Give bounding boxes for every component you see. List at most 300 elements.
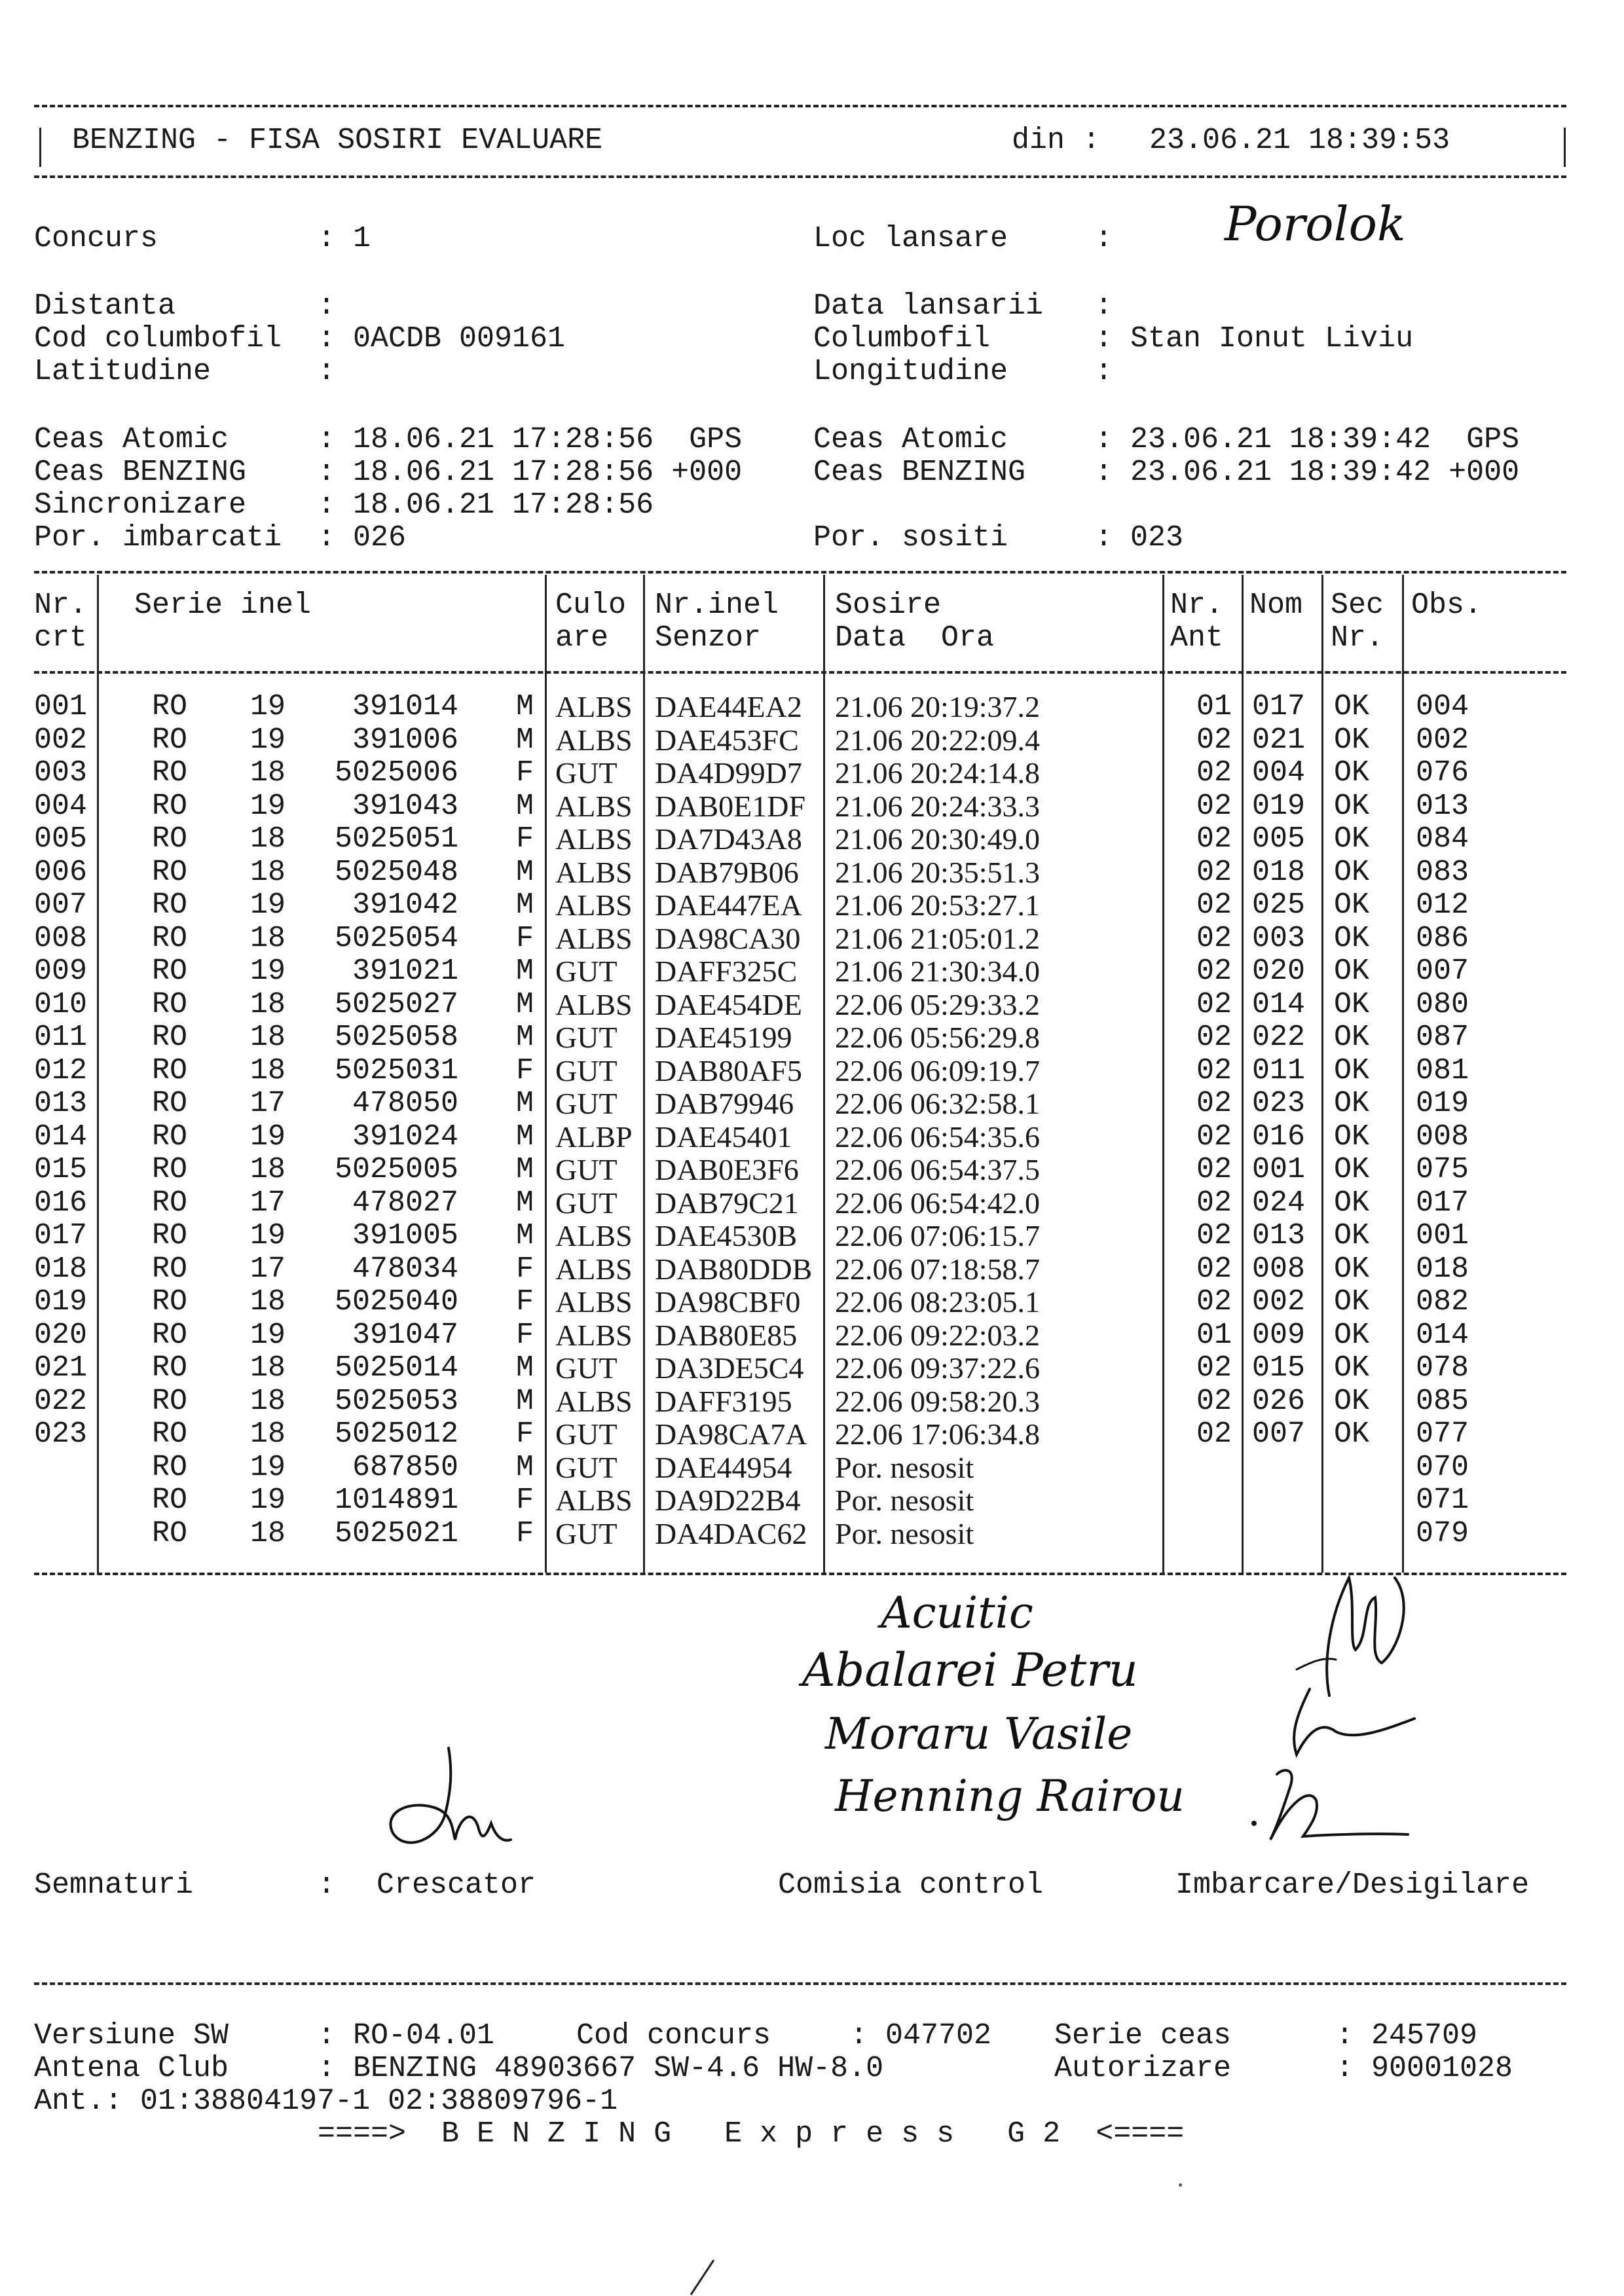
cell-nom: 024 bbox=[1252, 1186, 1306, 1220]
cell-nr-crt: 008 bbox=[34, 921, 88, 955]
cell-nom: 009 bbox=[1252, 1318, 1306, 1352]
footer-serie-ceas-label: Serie ceas bbox=[1054, 2019, 1232, 2052]
cell-color: ALBS bbox=[555, 789, 633, 823]
cell-sensor: DAB0E1DF bbox=[655, 789, 806, 823]
cell-nom: 025 bbox=[1252, 888, 1306, 922]
cell-nom: 005 bbox=[1252, 822, 1306, 856]
label-por-imbarcati: Por. imbarcati bbox=[34, 521, 282, 555]
label-por-sositi: Por. sositi bbox=[813, 521, 1008, 555]
cell-year: 19 bbox=[250, 723, 286, 757]
cell-nr-crt: 004 bbox=[34, 789, 88, 823]
cell-ring: 5025027 bbox=[334, 987, 458, 1021]
cell-color: ALBS bbox=[555, 690, 633, 723]
cell-antenna: 02 bbox=[1196, 1087, 1232, 1120]
cell-sec: OK bbox=[1334, 888, 1370, 922]
cell-nom: 007 bbox=[1252, 1417, 1306, 1451]
report-date-label: din : bbox=[1012, 124, 1101, 157]
footer-cod-value: : 047702 bbox=[850, 2019, 992, 2052]
cell-year: 18 bbox=[250, 921, 286, 955]
cell-nr-crt: 023 bbox=[34, 1417, 88, 1451]
cell-country: RO bbox=[152, 1384, 188, 1418]
cell-obs: 004 bbox=[1416, 690, 1469, 723]
cell-country: RO bbox=[152, 1219, 188, 1252]
value-longitudine: : bbox=[1095, 355, 1113, 388]
cell-sec: OK bbox=[1334, 955, 1370, 988]
cell-antenna: 02 bbox=[1196, 1186, 1232, 1220]
cell-sex: F bbox=[515, 1053, 534, 1087]
cell-year: 19 bbox=[250, 1484, 286, 1517]
cell-color: ALBS bbox=[555, 1318, 633, 1352]
cell-nr-crt: 002 bbox=[34, 723, 88, 757]
cell-sec: OK bbox=[1334, 1351, 1370, 1385]
cell-sec: OK bbox=[1334, 1318, 1370, 1352]
cell-antenna: 02 bbox=[1196, 756, 1232, 790]
cell-nom: 017 bbox=[1252, 690, 1306, 723]
cell-sec: OK bbox=[1334, 756, 1370, 790]
cell-year: 18 bbox=[250, 1351, 286, 1385]
cell-obs: 012 bbox=[1416, 888, 1469, 922]
cell-sensor: DAE453FC bbox=[655, 723, 799, 757]
cell-nr-crt: 010 bbox=[34, 987, 88, 1021]
cell-sec: OK bbox=[1334, 1021, 1370, 1054]
cell-nr-crt: 005 bbox=[34, 822, 88, 856]
value-concurs: : 1 bbox=[318, 222, 371, 255]
cell-arrival: 22.06 09:22:03.2 bbox=[835, 1318, 1041, 1352]
cell-arrival: Por. nesosit bbox=[835, 1450, 974, 1484]
cell-nr-crt: 014 bbox=[34, 1120, 88, 1154]
signature-imbarcare-label: Imbarcare/Desigilare bbox=[1175, 1868, 1530, 1902]
value-ceas-atomic-end: : 23.06.21 18:39:42 GPS bbox=[1095, 423, 1520, 456]
cell-year: 18 bbox=[250, 1021, 286, 1054]
label-data-lansarii: Data lansarii bbox=[813, 289, 1044, 323]
cell-nom: 002 bbox=[1252, 1285, 1306, 1319]
cell-year: 17 bbox=[250, 1252, 286, 1286]
cell-obs: 078 bbox=[1416, 1351, 1469, 1385]
cell-arrival: 22.06 05:29:33.2 bbox=[835, 987, 1041, 1021]
cell-color: GUT bbox=[555, 1516, 618, 1550]
cell-ring: 5025058 bbox=[334, 1021, 458, 1054]
report-title: BENZING - FISA SOSIRI EVALUARE bbox=[72, 124, 603, 157]
cell-country: RO bbox=[152, 1516, 188, 1550]
cell-antenna: 02 bbox=[1196, 987, 1232, 1021]
footer-versiune-label: Versiune SW bbox=[34, 2019, 229, 2052]
cell-ring: 5025031 bbox=[334, 1053, 458, 1087]
cell-antenna: 02 bbox=[1196, 1384, 1232, 1418]
cell-sex: M bbox=[515, 987, 534, 1021]
cell-country: RO bbox=[152, 1417, 188, 1451]
cell-obs: 008 bbox=[1416, 1120, 1469, 1154]
cell-arrival: 21.06 20:24:33.3 bbox=[835, 789, 1041, 823]
cell-color: ALBS bbox=[555, 1285, 633, 1319]
cell-nr-crt: 022 bbox=[34, 1384, 88, 1418]
cell-sec: OK bbox=[1334, 1219, 1370, 1252]
label-cod-columbofil: Cod columbofil bbox=[34, 322, 282, 355]
cell-sensor: DAFF3195 bbox=[655, 1384, 792, 1418]
cell-nom: 026 bbox=[1252, 1384, 1306, 1418]
cell-obs: 076 bbox=[1416, 756, 1469, 790]
footer-ant-line: Ant.: 01:38804197-1 02:38809796-1 bbox=[34, 2085, 618, 2118]
column-separator bbox=[545, 575, 547, 1573]
cell-nr-crt: 003 bbox=[34, 756, 88, 790]
cell-arrival: 21.06 20:30:49.0 bbox=[835, 822, 1041, 856]
cell-arrival: 21.06 20:53:27.1 bbox=[835, 888, 1041, 922]
cell-arrival: 22.06 06:09:19.7 bbox=[835, 1053, 1041, 1087]
cell-sex: M bbox=[515, 723, 534, 757]
cell-sex: F bbox=[515, 1516, 534, 1550]
label-ceas-atomic-start: Ceas Atomic bbox=[34, 423, 229, 456]
value-por-imbarcati: : 026 bbox=[318, 521, 407, 555]
cell-ring: 478050 bbox=[352, 1087, 458, 1120]
cell-nr-crt: 011 bbox=[34, 1021, 88, 1054]
cell-sex: F bbox=[515, 1252, 534, 1286]
cell-arrival: 22.06 07:18:58.7 bbox=[835, 1252, 1041, 1286]
cell-nom: 020 bbox=[1252, 955, 1306, 988]
cell-antenna: 01 bbox=[1196, 1318, 1232, 1352]
cell-antenna: 02 bbox=[1196, 1285, 1232, 1319]
cell-antenna: 02 bbox=[1196, 1252, 1232, 1286]
footer-separator bbox=[34, 1982, 1566, 1985]
label-latitudine: Latitudine bbox=[34, 355, 212, 388]
label-columbofil: Columbofil bbox=[813, 322, 991, 355]
cell-ring: 478027 bbox=[352, 1186, 458, 1220]
table-header-border bbox=[34, 671, 1566, 674]
cell-sec: OK bbox=[1334, 1252, 1370, 1286]
cell-country: RO bbox=[152, 822, 188, 856]
scan-mark-dot bbox=[1179, 2183, 1182, 2187]
cell-ring: 391005 bbox=[352, 1219, 458, 1252]
cell-year: 18 bbox=[250, 822, 286, 856]
cell-sec: OK bbox=[1334, 921, 1370, 955]
cell-color: GUT bbox=[555, 1351, 618, 1385]
cell-sensor: DAE4530B bbox=[655, 1219, 798, 1252]
column-separator bbox=[643, 575, 645, 1573]
cell-year: 18 bbox=[250, 987, 286, 1021]
cell-nom: 022 bbox=[1252, 1021, 1306, 1054]
signatures-label: Semnaturi bbox=[34, 1868, 194, 1902]
cell-year: 19 bbox=[250, 789, 286, 823]
cell-color: ALBS bbox=[555, 723, 633, 757]
cell-sex: F bbox=[515, 1484, 534, 1517]
cell-sec: OK bbox=[1334, 987, 1370, 1021]
cell-nom: 011 bbox=[1252, 1053, 1306, 1087]
cell-color: ALBS bbox=[555, 855, 633, 889]
footer-autorizare-label: Autorizare bbox=[1054, 2052, 1232, 2085]
cell-country: RO bbox=[152, 1186, 188, 1220]
cell-sex: M bbox=[515, 1087, 534, 1120]
cell-country: RO bbox=[152, 1053, 188, 1087]
cell-sensor: DAE44954 bbox=[655, 1450, 792, 1484]
label-ceas-benzing-start: Ceas BENZING bbox=[34, 456, 247, 489]
cell-sex: M bbox=[515, 1450, 534, 1484]
footer-autorizare-value: : 90001028 bbox=[1336, 2052, 1513, 2085]
cell-year: 18 bbox=[250, 1417, 286, 1451]
cell-country: RO bbox=[152, 723, 188, 757]
value-sincronizare: : 18.06.21 17:28:56 bbox=[318, 488, 654, 522]
cell-nr-crt: 021 bbox=[34, 1351, 88, 1385]
cell-sec: OK bbox=[1334, 1153, 1370, 1186]
cell-sensor: DA3DE5C4 bbox=[655, 1351, 804, 1385]
cell-obs: 081 bbox=[1416, 1053, 1469, 1087]
cell-ring: 391042 bbox=[352, 888, 458, 922]
cell-arrival: 21.06 21:30:34.0 bbox=[835, 955, 1041, 988]
cell-antenna: 02 bbox=[1196, 955, 1232, 988]
cell-obs: 085 bbox=[1416, 1384, 1469, 1418]
cell-sensor: DAE45401 bbox=[655, 1120, 792, 1154]
cell-arrival: 22.06 06:54:42.0 bbox=[835, 1186, 1041, 1220]
cell-obs: 019 bbox=[1416, 1087, 1469, 1120]
cell-sensor: DAB79946 bbox=[655, 1087, 794, 1120]
signature-comisia-label: Comisia control bbox=[778, 1868, 1044, 1902]
cell-sensor: DAFF325C bbox=[655, 955, 798, 988]
label-longitudine: Longitudine bbox=[813, 355, 1008, 388]
cell-arrival: 21.06 20:35:51.3 bbox=[835, 855, 1041, 889]
cell-country: RO bbox=[152, 1351, 188, 1385]
cell-nr-crt: 009 bbox=[34, 955, 88, 988]
footer-versiune-value: : RO-04.01 bbox=[318, 2019, 495, 2052]
footer-cod-label: Cod concurs bbox=[576, 2019, 771, 2052]
cell-sec: OK bbox=[1334, 1186, 1370, 1220]
header-sosire: Sosire Data Ora bbox=[835, 589, 995, 655]
cell-arrival: 22.06 07:06:15.7 bbox=[835, 1219, 1041, 1252]
cell-nom: 001 bbox=[1252, 1153, 1306, 1186]
cell-country: RO bbox=[152, 1285, 188, 1319]
cell-nr-crt: 017 bbox=[34, 1219, 88, 1252]
cell-arrival: 22.06 06:54:37.5 bbox=[835, 1153, 1041, 1186]
cell-sex: M bbox=[515, 1120, 534, 1154]
label-loc-lansare: Loc lansare bbox=[813, 222, 1008, 255]
cell-sec: OK bbox=[1334, 690, 1370, 723]
cell-country: RO bbox=[152, 855, 188, 889]
cell-sec: OK bbox=[1334, 1285, 1370, 1319]
cell-obs: 079 bbox=[1416, 1516, 1469, 1550]
cell-obs: 007 bbox=[1416, 955, 1469, 988]
cell-year: 18 bbox=[250, 1384, 286, 1418]
cell-nr-crt: 001 bbox=[34, 690, 88, 723]
header-nr-crt: Nr. crt bbox=[34, 589, 88, 655]
cell-ring: 1014891 bbox=[334, 1484, 458, 1517]
cell-arrival: 22.06 06:54:35.6 bbox=[835, 1120, 1041, 1154]
footer-antena-label: Antena Club bbox=[34, 2052, 229, 2085]
cell-sex: F bbox=[515, 1417, 534, 1451]
cell-sensor: DAB79C21 bbox=[655, 1186, 799, 1220]
cell-sec: OK bbox=[1334, 1120, 1370, 1154]
cell-sensor: DAB80E85 bbox=[655, 1318, 798, 1352]
cell-country: RO bbox=[152, 888, 188, 922]
cell-obs: 086 bbox=[1416, 921, 1469, 955]
value-cod-columbofil: : 0ACDB 009161 bbox=[318, 322, 566, 355]
handwritten-name-4: Henning Rairou bbox=[835, 1771, 1185, 1821]
cell-sensor: DA9D22B4 bbox=[655, 1484, 801, 1517]
cell-sex: M bbox=[515, 1384, 534, 1418]
cell-arrival: Por. nesosit bbox=[835, 1516, 974, 1550]
cell-year: 17 bbox=[250, 1186, 286, 1220]
value-ceas-benzing-end: : 23.06.21 18:39:42 +000 bbox=[1095, 456, 1520, 489]
cell-sec: OK bbox=[1334, 822, 1370, 856]
cell-ring: 5025053 bbox=[334, 1384, 458, 1418]
cell-sex: M bbox=[515, 888, 534, 922]
cell-sex: M bbox=[515, 1186, 534, 1220]
column-separator bbox=[97, 575, 99, 1573]
cell-year: 18 bbox=[250, 756, 286, 790]
cell-ring: 5025040 bbox=[334, 1285, 458, 1319]
cell-color: GUT bbox=[555, 1186, 618, 1220]
cell-antenna: 02 bbox=[1196, 855, 1232, 889]
value-data-lansarii: : bbox=[1095, 289, 1113, 323]
cell-sex: F bbox=[515, 756, 534, 790]
cell-antenna: 02 bbox=[1196, 789, 1232, 823]
cell-color: GUT bbox=[555, 1021, 618, 1054]
cell-arrival: 22.06 06:32:58.1 bbox=[835, 1087, 1041, 1120]
column-separator bbox=[1162, 575, 1164, 1573]
cell-country: RO bbox=[152, 690, 188, 723]
cell-nom: 004 bbox=[1252, 756, 1306, 790]
cell-sex: M bbox=[515, 690, 534, 723]
cell-nom: 023 bbox=[1252, 1087, 1306, 1120]
cell-nom: 014 bbox=[1252, 987, 1306, 1021]
cell-nr-crt: 018 bbox=[34, 1252, 88, 1286]
cell-country: RO bbox=[152, 987, 188, 1021]
header-sec-nr: Sec Nr. bbox=[1331, 589, 1384, 655]
cell-ring: 5025048 bbox=[334, 855, 458, 889]
cell-sensor: DA98CA30 bbox=[655, 921, 801, 955]
cell-ring: 391043 bbox=[352, 789, 458, 823]
cell-antenna: 02 bbox=[1196, 1417, 1232, 1451]
cell-country: RO bbox=[152, 1120, 188, 1154]
cell-sensor: DAB79B06 bbox=[655, 855, 799, 889]
cell-color: ALBS bbox=[555, 822, 633, 856]
cell-nr-crt: 012 bbox=[34, 1053, 88, 1087]
cell-sec: OK bbox=[1334, 1417, 1370, 1451]
cell-obs: 017 bbox=[1416, 1186, 1469, 1220]
cell-arrival: 21.06 21:05:01.2 bbox=[835, 921, 1041, 955]
cell-obs: 083 bbox=[1416, 855, 1469, 889]
cell-country: RO bbox=[152, 1484, 188, 1517]
cell-country: RO bbox=[152, 789, 188, 823]
cell-sex: M bbox=[515, 789, 534, 823]
label-concurs: Concurs bbox=[34, 222, 158, 255]
cell-ring: 5025012 bbox=[334, 1417, 458, 1451]
cell-sex: M bbox=[515, 1219, 534, 1252]
cell-obs: 014 bbox=[1416, 1318, 1469, 1352]
header-nr-ant: Nr. Ant bbox=[1170, 589, 1224, 655]
cell-color: ALBS bbox=[555, 888, 633, 922]
header-culoare: Culo are bbox=[555, 589, 627, 655]
value-por-sositi: : 023 bbox=[1095, 521, 1184, 555]
header-obs: Obs. bbox=[1411, 589, 1483, 622]
cell-year: 19 bbox=[250, 1318, 286, 1352]
cell-color: GUT bbox=[555, 955, 618, 988]
cell-sensor: DAB80AF5 bbox=[655, 1053, 802, 1087]
cell-nom: 013 bbox=[1252, 1219, 1306, 1252]
cell-country: RO bbox=[152, 1450, 188, 1484]
cell-ring: 5025005 bbox=[334, 1153, 458, 1186]
cell-sensor: DAE447EA bbox=[655, 888, 802, 922]
cell-ring: 5025014 bbox=[334, 1351, 458, 1385]
cell-year: 18 bbox=[250, 1153, 286, 1186]
cell-country: RO bbox=[152, 1153, 188, 1186]
cell-sensor: DA4DAC62 bbox=[655, 1516, 807, 1550]
cell-country: RO bbox=[152, 955, 188, 988]
cell-color: GUT bbox=[555, 1087, 618, 1120]
cell-sensor: DAB80DDB bbox=[655, 1252, 813, 1286]
column-separator bbox=[1402, 575, 1404, 1573]
cell-antenna: 02 bbox=[1196, 1153, 1232, 1186]
cell-sec: OK bbox=[1334, 1053, 1370, 1087]
cell-color: ALBS bbox=[555, 1484, 633, 1517]
cell-obs: 013 bbox=[1416, 789, 1469, 823]
cell-year: 18 bbox=[250, 1285, 286, 1319]
cell-obs: 084 bbox=[1416, 822, 1469, 856]
cell-country: RO bbox=[152, 921, 188, 955]
handwritten-name-1: Acuitic bbox=[881, 1588, 1033, 1638]
cell-obs: 077 bbox=[1416, 1417, 1469, 1451]
cell-ring: 5025051 bbox=[334, 822, 458, 856]
cell-year: 19 bbox=[250, 888, 286, 922]
cell-sensor: DAE45199 bbox=[655, 1021, 792, 1054]
cell-sensor: DA98CBF0 bbox=[655, 1285, 801, 1319]
cell-nr-crt: 020 bbox=[34, 1318, 88, 1352]
column-separator bbox=[1242, 575, 1244, 1573]
cell-ring: 391014 bbox=[352, 690, 458, 723]
cell-antenna: 02 bbox=[1196, 1120, 1232, 1154]
value-ceas-atomic-start: : 18.06.21 17:28:56 GPS bbox=[318, 423, 743, 456]
cell-obs: 018 bbox=[1416, 1252, 1469, 1286]
cell-sex: M bbox=[515, 955, 534, 988]
cell-arrival: Por. nesosit bbox=[835, 1484, 974, 1517]
cell-ring: 391047 bbox=[352, 1318, 458, 1352]
header-serie-inel: Serie inel bbox=[134, 589, 312, 622]
cell-nr-crt: 007 bbox=[34, 888, 88, 922]
label-distanta: Distanta bbox=[34, 289, 176, 323]
cell-obs: 001 bbox=[1416, 1219, 1469, 1252]
cell-arrival: 22.06 09:58:20.3 bbox=[835, 1384, 1041, 1418]
cell-nom: 019 bbox=[1252, 789, 1306, 823]
value-loc-lansare: : bbox=[1095, 222, 1113, 255]
cell-sensor: DA4D99D7 bbox=[655, 756, 802, 790]
cell-country: RO bbox=[152, 756, 188, 790]
label-ceas-benzing-end: Ceas BENZING bbox=[813, 456, 1026, 489]
handwritten-name-3: Moraru Vasile bbox=[825, 1709, 1133, 1759]
report-date-value: 23.06.21 18:39:53 bbox=[1149, 124, 1450, 157]
cell-year: 18 bbox=[250, 1053, 286, 1087]
cell-sensor: DAE454DE bbox=[655, 987, 802, 1021]
handwritten-name-2: Abalarei Petru bbox=[802, 1643, 1138, 1697]
cell-arrival: 21.06 20:24:14.8 bbox=[835, 756, 1041, 790]
cell-sex: F bbox=[515, 822, 534, 856]
cell-color: GUT bbox=[555, 1417, 618, 1451]
cell-antenna: 02 bbox=[1196, 723, 1232, 757]
cell-year: 19 bbox=[250, 1120, 286, 1154]
cell-sex: F bbox=[515, 921, 534, 955]
cell-sec: OK bbox=[1334, 1087, 1370, 1120]
cell-obs: 080 bbox=[1416, 987, 1469, 1021]
value-columbofil: : Stan Ionut Liviu bbox=[1095, 322, 1414, 355]
cell-obs: 075 bbox=[1416, 1153, 1469, 1186]
cell-year: 17 bbox=[250, 1087, 286, 1120]
cell-antenna: 02 bbox=[1196, 888, 1232, 922]
footer-banner: ====> B E N Z I N G E x p r e s s G 2 <==== bbox=[318, 2117, 1185, 2151]
cell-nr-crt: 006 bbox=[34, 855, 88, 889]
header-nr-inel-senzor: Nr.inel Senzor bbox=[655, 589, 779, 655]
cell-arrival: 22.06 09:37:22.6 bbox=[835, 1351, 1041, 1385]
cell-nr-crt: 015 bbox=[34, 1153, 88, 1186]
cell-color: ALBS bbox=[555, 1219, 633, 1252]
cell-arrival: 22.06 08:23:05.1 bbox=[835, 1285, 1041, 1319]
cell-arrival: 22.06 05:56:29.8 bbox=[835, 1021, 1041, 1054]
cell-sensor: DAE44EA2 bbox=[655, 690, 802, 723]
footer-antena-value: : BENZING 48903667 SW-4.6 HW-8.0 bbox=[318, 2052, 884, 2085]
signature-imbarcare bbox=[1244, 1761, 1428, 1846]
